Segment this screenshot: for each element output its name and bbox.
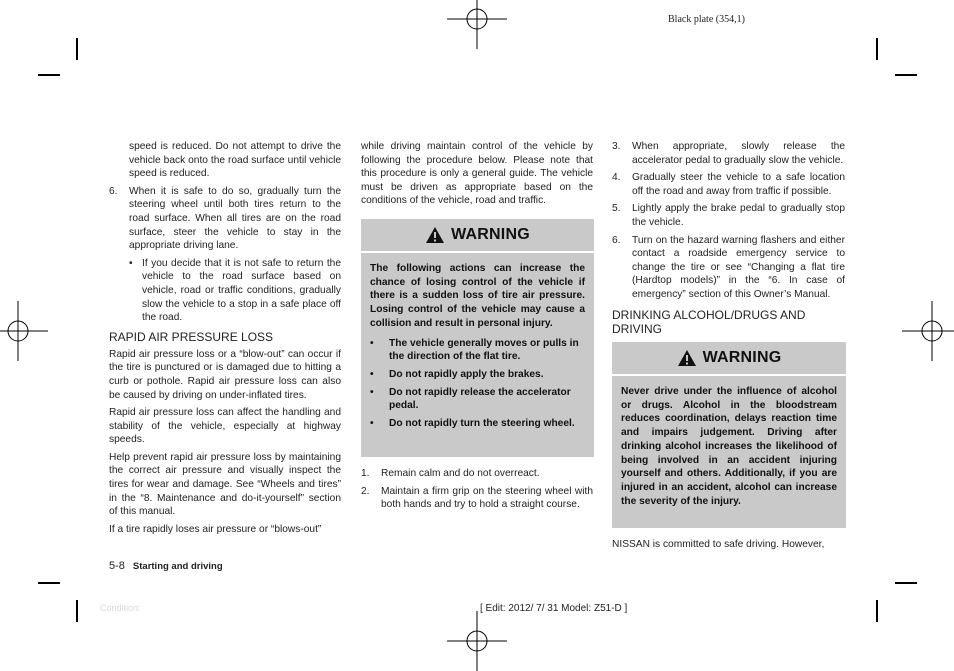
condition-label: Condition:: [100, 603, 141, 613]
bullet-icon: •: [370, 337, 374, 349]
crop-mark: [38, 74, 60, 76]
step-text: Maintain a firm grip on the steering wheel with both hands and try to hold a straight course.: [381, 485, 593, 511]
crop-mark: [38, 582, 60, 584]
step-item: [612, 140, 845, 167]
warning-box: [612, 342, 846, 528]
step-text: Remain calm and do not overreact.: [381, 468, 540, 479]
warning-body: [361, 253, 594, 441]
bullet-text: If you decide that it is not safe to return the vehicle to the road surface based on vehicle, road or traffic conditions, gradually slow the vehicle to a stop in a safe place off the road.: [142, 257, 341, 324]
registration-mark-icon: [447, 0, 507, 49]
section-name: Starting and driving: [132, 561, 223, 572]
column-middle-steps: [361, 467, 593, 516]
step-text: Turn on the hazard warning flashers and either contact a roadside emergency service to change the tire or see “Changing a flat tire (Hardtop models)” in the “6. In case of emergency” section of this Owner’s Manual.: [632, 234, 845, 300]
crop-mark: [76, 38, 78, 60]
warning-bullet-text: The vehicle generally moves or pulls in the direction of the flat tire.: [389, 337, 579, 363]
step-item: [361, 467, 593, 481]
crop-mark: [895, 74, 917, 76]
paragraph: NISSAN is committed to safe driving. However,: [612, 539, 825, 550]
registration-mark-icon: [447, 611, 507, 671]
warning-bullet: [370, 368, 585, 382]
continued-text: speed is reduced. Do not attempt to drive the vehicle back onto the road surface until vehicle speed is reduced.: [129, 141, 341, 180]
warning-box: [361, 219, 594, 457]
registration-mark-icon: [902, 301, 954, 361]
column-right-closing: [612, 538, 845, 556]
step-item: [612, 202, 845, 229]
warning-header: [361, 219, 594, 253]
step-text: Lightly apply the brake pedal to gradually stop the vehicle.: [632, 203, 845, 228]
step-number: 6.: [612, 234, 621, 246]
paragraph: Rapid air pressure loss or a “blow-out” can occur if the tire is punctured or is damaged due to hitting a curb or pothole. Rapid air pressure loss can also be caused by driving on under-inflated tires.: [109, 348, 341, 401]
step-item: [361, 485, 593, 512]
bullet-icon: •: [370, 418, 374, 430]
step-number: 4.: [612, 172, 621, 184]
warning-bullet: [370, 386, 585, 413]
warning-triangle-icon: [425, 226, 445, 244]
step-item: [612, 171, 845, 198]
page-number: 5-8: [109, 560, 125, 572]
crop-mark: [76, 600, 78, 622]
step-text: When appropriate, slowly release the accelerator pedal to gradually slow the vehicle.: [632, 141, 845, 166]
warning-header: [612, 342, 846, 376]
step-text: When it is safe to do so, gradually turn the steering wheel until both tires return to the road surface. When all tires are on the road surface, steer the vehicle to stay in the appropriate driving lane.: [129, 185, 341, 252]
warning-bullet-text: Do not rapidly apply the brakes.: [389, 368, 544, 380]
registration-mark-icon: [0, 301, 48, 361]
step-number: 6.: [109, 185, 118, 197]
bullet-icon: •: [370, 368, 374, 380]
section-heading: DRINKING ALCOHOL/DRUGS AND DRIVING: [612, 307, 806, 336]
column-right: [612, 140, 845, 340]
warning-title: WARNING: [451, 226, 530, 243]
paragraph: while driving maintain control of the vehicle by following the procedure below. Please note that this procedure is only a general guide. The vehicle must be driven as appropriate based on the conditions of the vehicle, road and traffic.: [361, 141, 593, 207]
paragraph: Help prevent rapid air pressure loss by maintaining the correct air pressure and visually inspect the tires for wear and damage. See “Wheels and tires” in the “8. Maintenance and do-it-yourself” section of this manual.: [109, 451, 341, 518]
warning-body: [612, 376, 846, 520]
paragraph: Rapid air pressure loss can affect the handling and stability of the vehicle, especially at highway speeds.: [109, 407, 341, 446]
warning-text: The following actions can increase the chance of losing control of the vehicle if there is a sudden loss of tire air pressure. Losing control of the vehicle may cause a collision and result in personal injury.: [370, 263, 585, 329]
bullet-item: [109, 257, 341, 325]
step-text: Gradually steer the vehicle to a safe location off the road and away from traffic if possible.: [632, 172, 845, 197]
step-item: [612, 234, 845, 302]
warning-title: WARNING: [702, 349, 782, 366]
page-footer: [109, 560, 223, 572]
step-number: 1.: [361, 468, 370, 479]
column-middle: [361, 140, 593, 212]
bullet-icon: •: [370, 386, 374, 398]
plate-label: Black plate (354,1): [668, 14, 745, 25]
column-left: [109, 140, 341, 540]
step-6: [109, 185, 341, 253]
warning-text: Never drive under the influence of alcohol or drugs. Alcohol in the bloodstream reduces coordination, delays reaction time and impairs judgement. Driving after drinking alcohol increases the likelihood of being involved in an accident injuring yourself and others. Additionally, if you are injured in an accident, alcohol can increase the severity of the injury.: [621, 386, 837, 507]
crop-mark: [876, 600, 878, 622]
warning-bullet-text: Do not rapidly turn the steering wheel.: [389, 418, 575, 430]
warning-triangle-icon: [677, 349, 697, 367]
step-number: 3.: [612, 141, 621, 152]
edit-info: [ Edit: 2012/ 7/ 31 Model: Z51-D ]: [480, 603, 628, 614]
warning-bullet: [370, 337, 585, 364]
paragraph: If a tire rapidly loses air pressure or “blows-out”: [109, 523, 322, 535]
crop-mark: [895, 582, 917, 584]
warning-bullet: [370, 417, 585, 431]
bullet-icon: •: [129, 257, 133, 269]
warning-bullet-text: Do not rapidly release the accelerator pedal.: [389, 386, 571, 412]
step-number: 5.: [612, 203, 621, 215]
step-number: 2.: [361, 485, 370, 497]
crop-mark: [876, 38, 878, 60]
section-heading: RAPID AIR PRESSURE LOSS: [109, 329, 274, 344]
